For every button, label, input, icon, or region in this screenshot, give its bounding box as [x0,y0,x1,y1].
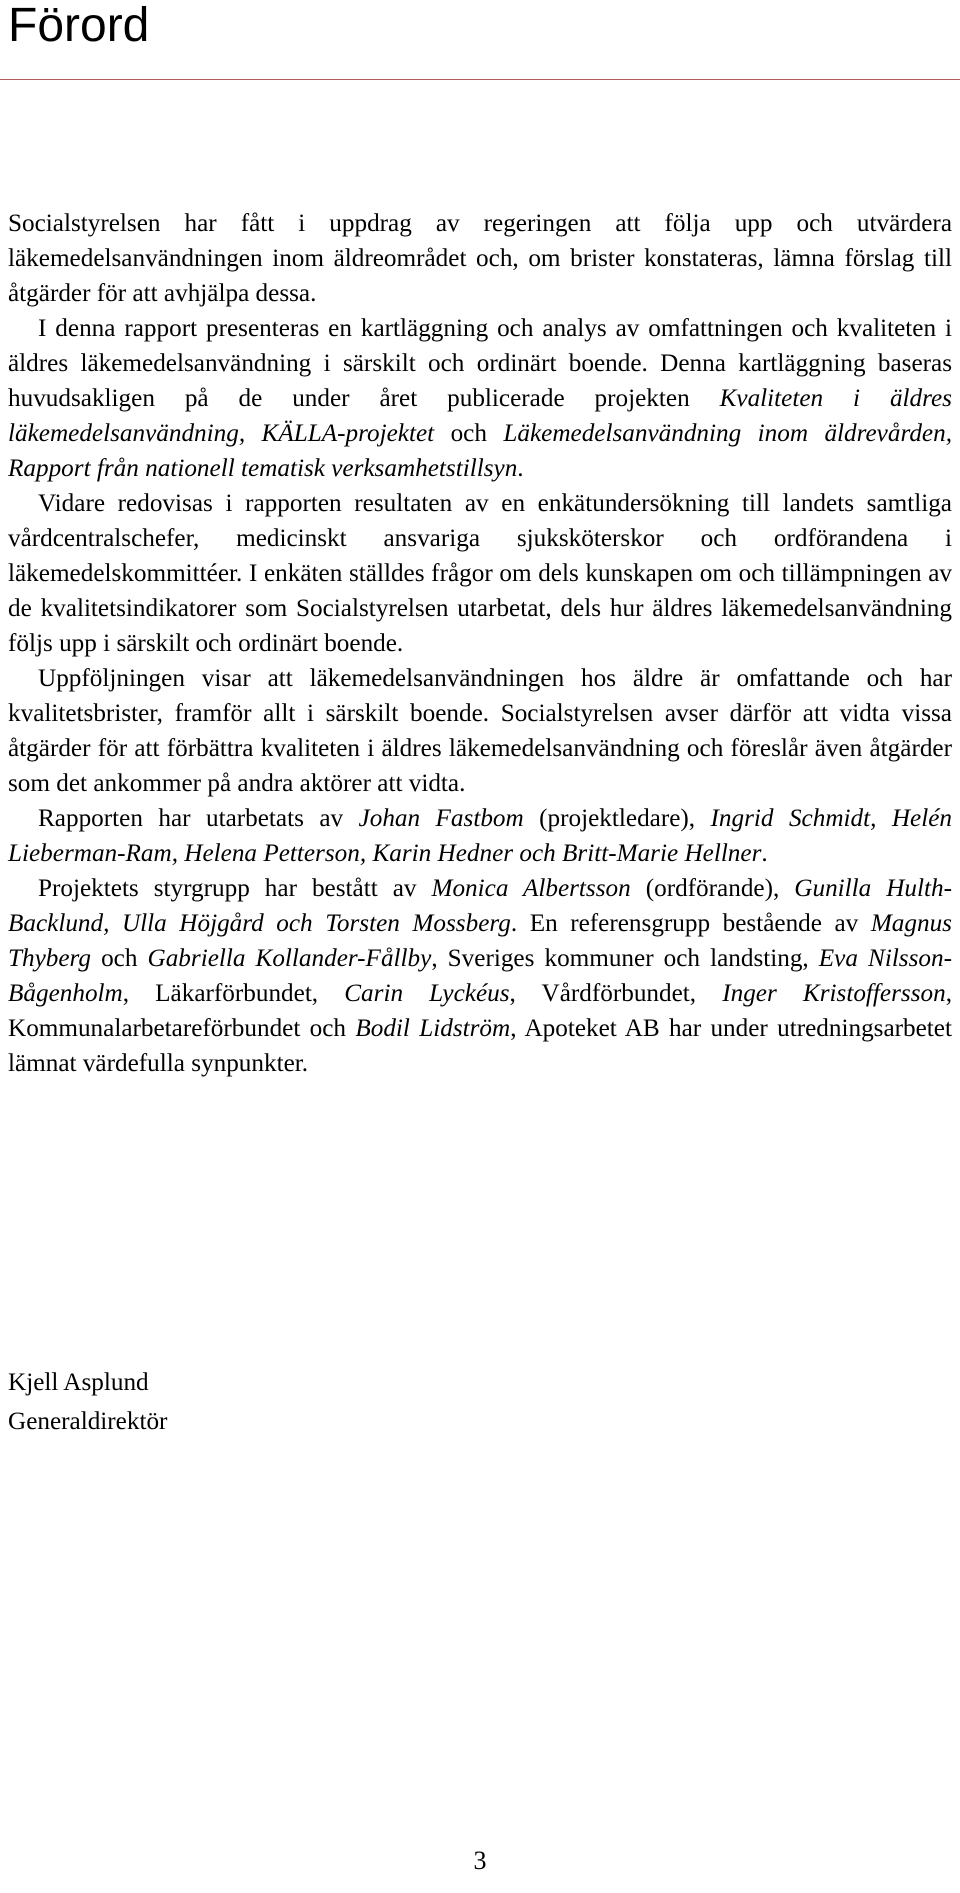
paragraph-findings: Uppföljningen visar att läkemedelsanvändningen hos äldre är omfattande och har kvalitetsbrister, framför allt i särskilt boende. Socialstyrelsen avser därför att vidta vissa åtgärder för att förbättra kvaliteten i äldres läkemedelsanvändning och föreslår även åtgärder som det ankommer på andra aktörer att vidta. [8,665,952,797]
paragraph-text: och [434,420,504,447]
project-leader-name: Johan Fastbom [358,805,524,832]
report-title-tillsyn: Läkemedelsanvändning inom äldrevården, Rapport från nationell tematisk verksamhetstillsyn [8,420,952,482]
paragraph-text: och [91,945,148,972]
steering-group-names: Gunilla Hulth-Backlund, Ulla Höjgård och Torsten Mossberg [8,875,952,937]
paragraph-text: . [517,455,524,482]
title-divider [0,79,960,80]
reference-member-name: Eva Nilsson-Bågenholm [8,945,952,1007]
signatory-title: Generaldirektör [8,1408,168,1435]
paragraph-report-overview [8,311,952,486]
paragraph-survey: Vidare redovisas i rapporten resultaten av en enkätundersökning till landets samtliga vårdcentralschefer, medicinskt ansvariga sjuksköterskor och ordförandena i läkemedelskommittéer. I enkäten ställdes frågor om dels kunskapen om och tillämpningen av de kvalitetsindikatorer som Socialstyrelsen utarbetat, dels hur äldres läkemedelsanvändning följs upp i särskilt och ordinärt boende. [8,490,952,657]
reference-member-name: Bodil Lidström [355,1015,511,1042]
reference-member-name: Carin Lyckéus [344,980,510,1007]
reference-member-name: Inger Kristoffersson [722,980,946,1007]
chair-name: Monica Albertsson [431,875,631,902]
paragraph-text: , Vårdförbundet, [509,980,723,1007]
page-number: 3 [473,1846,487,1875]
paragraph-text: Projektets styrgrupp har bestått av [38,875,432,902]
paragraph-assignment: Socialstyrelsen har fått i uppdrag av regeringen att följa upp och utvärdera läkemedelsanvändningen inom äldreområdet och, om brister konstateras, lämna förslag till åtgärder för att avhjälpa dessa. [8,210,952,307]
preface-body [8,206,952,1081]
reference-member-name: Gabriella Kollander-Fållby [147,945,432,972]
paragraph-text: (ordförande), [630,875,795,902]
paragraph-steering-group [8,871,952,1081]
paragraph-text: , Kommunalarbetareförbundet och [8,980,952,1042]
paragraph-text: . En referensgrupp bestående av [510,910,871,937]
paragraph-text: . [761,840,768,867]
paragraph-text: , Sveriges kommuner och landsting, [431,945,819,972]
reference-member-name: Magnus Thyberg [8,910,952,972]
paragraph-text: (projektledare), [523,805,711,832]
paragraph-authors [8,801,952,871]
paragraph-text: Rapporten har utarbetats av [38,805,359,832]
paragraph-text: I denna rapport presenteras en kartläggning och analys av omfattningen och kvaliteten i äldres läkemedelsanvändning i särskilt och ordinärt boende. Denna kartläggning baseras huvudsakligen på de under året publicerade projekten [8,315,952,412]
author-names: Ingrid Schmidt, Helén Lieberman-Ram, Helena Petterson, Karin Hedner och Britt-Marie Hellner [8,805,952,867]
signature-block [8,1363,167,1441]
signatory-name: Kjell Asplund [8,1369,149,1396]
page-title: Förord [8,0,150,52]
paragraph-text: , Apoteket AB har under utredningsarbetet lämnat värdefulla synpunkter. [8,1015,952,1077]
project-title-kalla: Kvaliteten i äldres läkemedelsanvändning, KÄLLA-projektet [8,385,952,447]
paragraph-text: , Läkarförbundet, [122,980,345,1007]
